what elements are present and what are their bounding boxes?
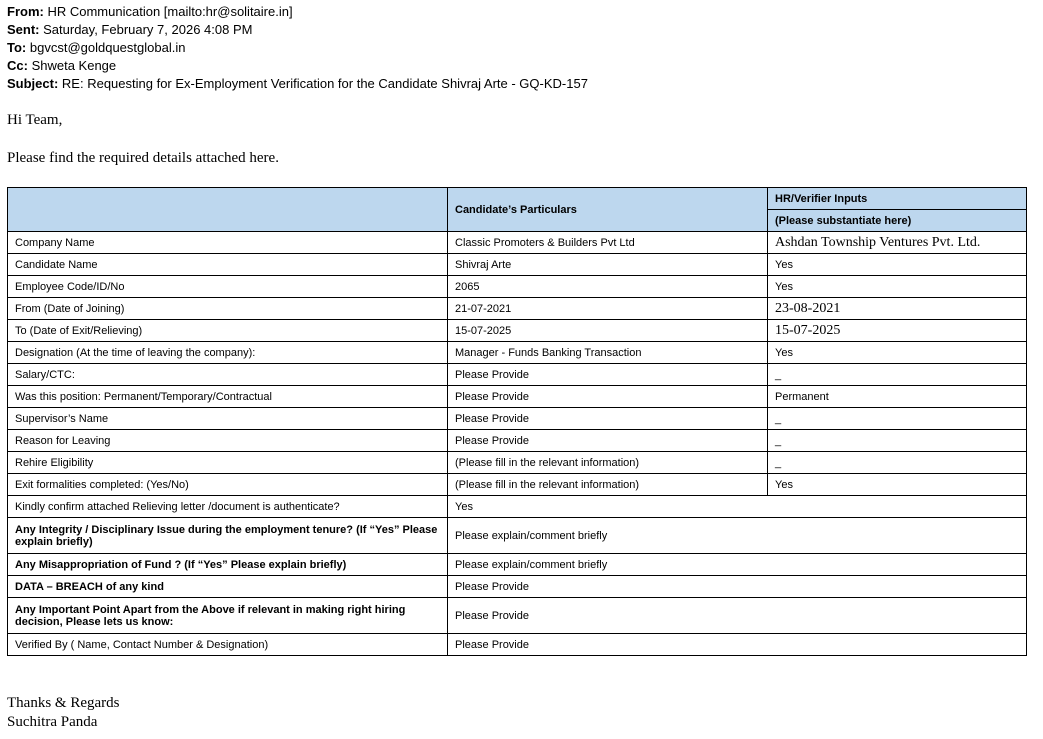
sent-value: Saturday, February 7, 2026 4:08 PM [43,22,253,37]
row-value: Please Provide [448,576,1027,598]
row-label: Exit formalities completed: (Yes/No) [8,474,448,496]
verification-table [7,187,1027,656]
from-label: From: [7,4,44,19]
row-label: To (Date of Exit/Relieving) [8,320,448,342]
cc-line [7,57,588,75]
table-row [8,634,1027,656]
row-value: Please Provide [448,634,1027,656]
signature-closing: Thanks & Regards [7,695,120,711]
signature-name: Suchitra Panda [7,714,98,730]
header-hr-verifier-inputs: HR/Verifier Inputs [768,188,1027,210]
table-row [8,386,1027,408]
row-verifier-value: Yes [768,474,1027,496]
table-row [8,342,1027,364]
header-blank-cell [8,188,448,232]
row-label: Company Name [8,232,448,254]
row-verifier-value: Yes [768,276,1027,298]
table-row [8,496,1027,518]
subject-label: Subject: [7,76,59,91]
table-row [8,320,1027,342]
greeting: Hi Team, [7,112,63,128]
header-candidate-particulars: Candidate’s Particulars [448,188,768,232]
table-row [8,598,1027,634]
row-label: Any Misappropriation of Fund ? (If “Yes” Please explain briefly) [8,554,448,576]
header-substantiate: (Please substantiate here) [768,210,1027,232]
row-candidate-value: Please Provide [448,386,768,408]
table-row [8,276,1027,298]
cc-value[interactable]: Shweta Kenge [31,58,117,73]
table-row [8,452,1027,474]
table-row [8,298,1027,320]
row-candidate-value: Please Provide [448,408,768,430]
row-label: Employee Code/ID/No [8,276,448,298]
row-candidate-value: (Please fill in the relevant information) [448,474,768,496]
row-value: Please Provide [448,598,1027,634]
row-verifier-value: Yes [768,342,1027,364]
table-row [8,408,1027,430]
message-text: Please find the required details attached here. [7,150,279,166]
row-label: Any Integrity / Disciplinary Issue during the employment tenure? (If “Yes” Please explain briefly) [8,518,448,554]
table-row [8,518,1027,554]
row-label: Salary/CTC: [8,364,448,386]
row-label: DATA – BREACH of any kind [8,576,448,598]
subject-line [7,75,588,93]
table-row [8,254,1027,276]
row-candidate-value: Classic Promoters & Builders Pvt Ltd [448,232,768,254]
to-value[interactable]: bgvcst@goldquestglobal.in [29,40,186,55]
cc-label: Cc: [7,58,28,73]
row-label: Kindly confirm attached Relieving letter /document is authenticate? [8,496,448,518]
row-value: Please explain/comment briefly [448,518,1027,554]
row-candidate-value: Please Provide [448,430,768,452]
row-candidate-value: 2065 [448,276,768,298]
table-row [8,364,1027,386]
to-line [7,39,588,57]
row-label: Any Important Point Apart from the Above if relevant in making right hiring decision, Please lets us know: [8,598,448,634]
row-verifier-value: _ [768,408,1027,430]
table-row [8,576,1027,598]
row-label: Was this position: Permanent/Temporary/Contractual [8,386,448,408]
row-verifier-value: Yes [768,254,1027,276]
signature-block [7,694,119,732]
row-candidate-value: 21-07-2021 [448,298,768,320]
table-row [8,474,1027,496]
row-verifier-value: _ [768,430,1027,452]
sent-line [7,21,588,39]
subject-value: RE: Requesting for Ex-Employment Verification for the Candidate Shivraj Arte - GQ-KD-157 [61,76,588,91]
row-verifier-value: 15-07-2025 [768,320,1027,342]
row-candidate-value: Please Provide [448,364,768,386]
row-verifier-value: 23-08-2021 [768,298,1027,320]
row-label: Designation (At the time of leaving the company): [8,342,448,364]
email-header [7,3,588,93]
table-row [8,430,1027,452]
row-value: Please explain/comment briefly [448,554,1027,576]
row-label: Candidate Name [8,254,448,276]
table-row [8,232,1027,254]
row-verifier-value: Permanent [768,386,1027,408]
row-label: Supervisor’s Name [8,408,448,430]
row-candidate-value: (Please fill in the relevant information) [448,452,768,474]
to-label: To: [7,40,27,55]
row-verifier-value: _ [768,452,1027,474]
row-label: Verified By ( Name, Contact Number & Designation) [8,634,448,656]
row-candidate-value: Shivraj Arte [448,254,768,276]
row-label: Reason for Leaving [8,430,448,452]
row-label: Rehire Eligibility [8,452,448,474]
row-verifier-value: Ashdan Township Ventures Pvt. Ltd. [768,232,1027,254]
from-line [7,3,588,21]
row-label: From (Date of Joining) [8,298,448,320]
row-verifier-value: _ [768,364,1027,386]
sent-label: Sent: [7,22,40,37]
table-row [8,554,1027,576]
row-candidate-value: Manager - Funds Banking Transaction [448,342,768,364]
row-value: Yes [448,496,1027,518]
from-value[interactable]: HR Communication [mailto:hr@solitaire.in] [47,4,293,19]
row-candidate-value: 15-07-2025 [448,320,768,342]
